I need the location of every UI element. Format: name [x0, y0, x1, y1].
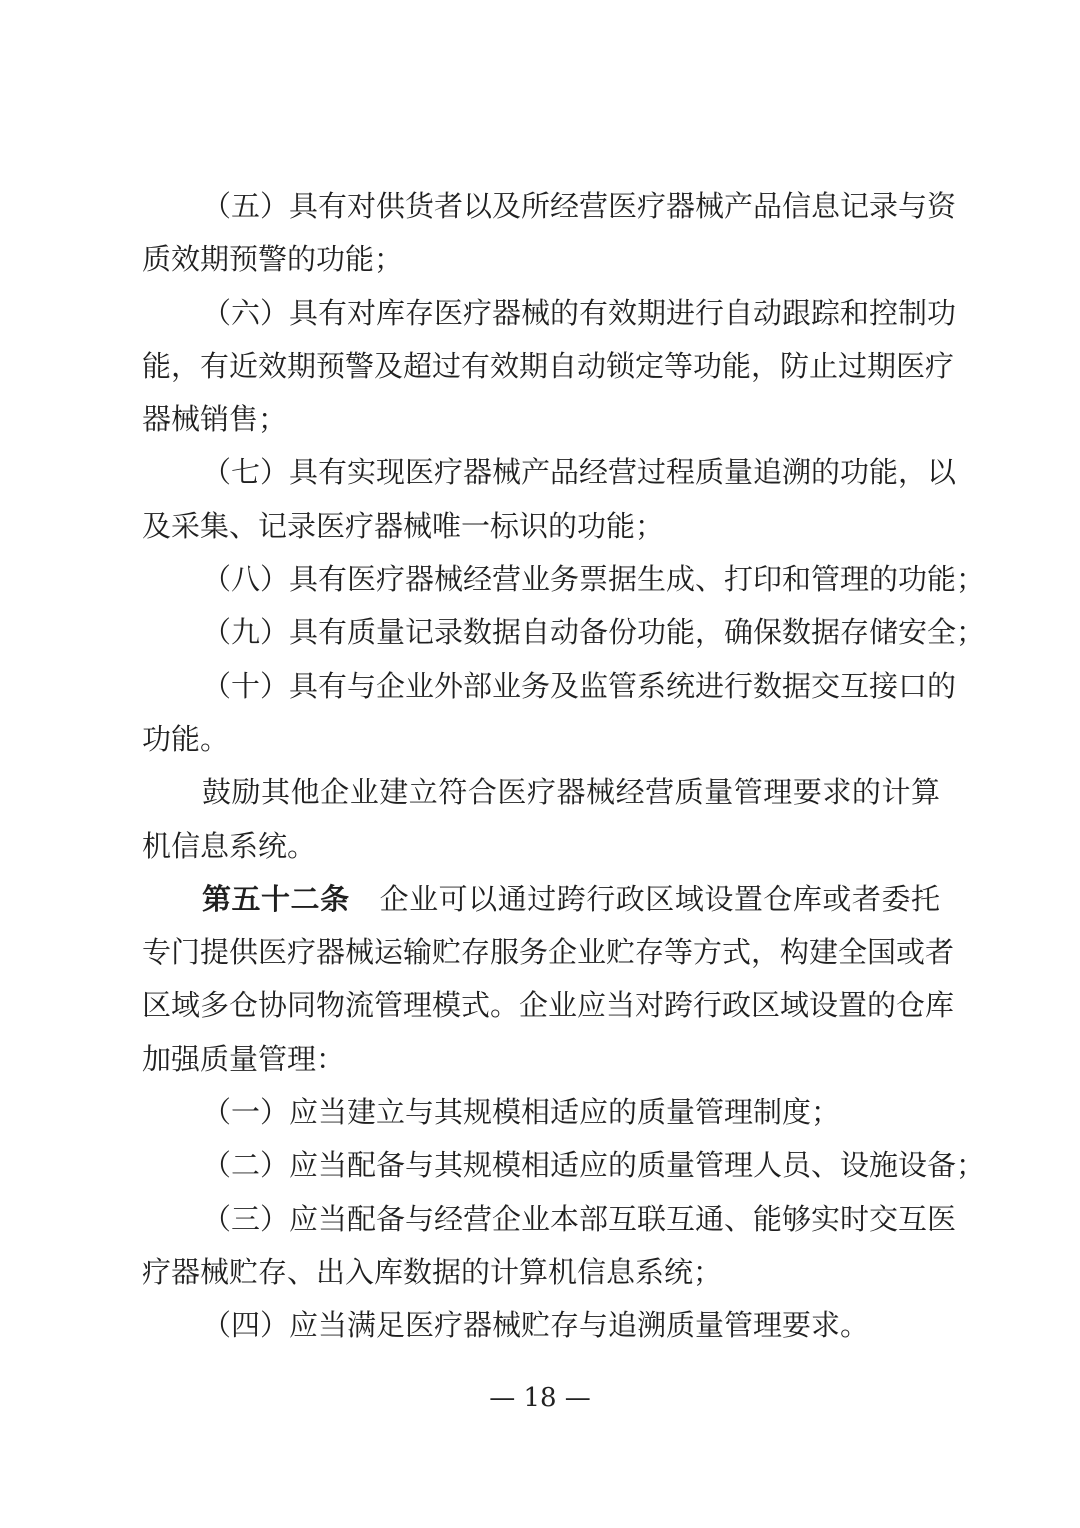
- paragraph-line: 器械销售；: [142, 402, 288, 437]
- paragraph-line: （七）具有实现医疗器械产品经营过程质量追溯的功能，以: [202, 455, 957, 490]
- paragraph-line: 及采集、记录医疗器械唯一标识的功能；: [142, 508, 665, 543]
- list-item: （一）应当建立与其规模相适应的质量管理制度；: [202, 1095, 841, 1130]
- paragraph-line: 质效期预警的功能；: [142, 242, 404, 277]
- paragraph-line: （十）具有与企业外部业务及监管系统进行数据交互接口的: [202, 668, 957, 703]
- paragraph-line: （五）具有对供货者以及所经营医疗器械产品信息记录与资: [202, 189, 957, 223]
- page-number: — 18 —: [489, 1383, 591, 1413]
- paragraph-line: 专门提供医疗器械运输贮存服务企业贮存等方式，构建全国或者: [142, 935, 955, 970]
- article-first-line-text: 企业可以通过跨行政区域设置仓库或者委托: [379, 881, 940, 916]
- paragraph-line: （六）具有对库存医疗器械的有效期进行自动跟踪和控制功: [202, 295, 957, 330]
- paragraph-line: 加强质量管理：: [142, 1041, 346, 1076]
- paragraph-line: （八）具有医疗器械经营业务票据生成、打印和管理的功能；: [202, 562, 986, 597]
- page-body: [142, 180, 986, 1353]
- list-item: （二）应当配备与其规模相适应的质量管理人员、设施设备；: [202, 1148, 986, 1183]
- paragraph-line: 鼓励其他企业建立符合医疗器械经营质量管理要求的计算: [202, 775, 940, 810]
- article-first-line: [142, 873, 940, 926]
- paragraph-line: （九）具有质量记录数据自动备份功能，确保数据存储安全；: [202, 615, 986, 650]
- paragraph-line: 功能。: [142, 721, 230, 756]
- list-item: （三）应当配备与经营企业本部互联互通、能够实时交互医: [202, 1201, 957, 1236]
- paragraph-line: 区域多仓协同物流管理模式。企业应当对跨行政区域设置的仓库: [142, 988, 955, 1023]
- paragraph-line: 疗器械贮存、出入库数据的计算机信息系统；: [142, 1254, 723, 1289]
- paragraph-line: 机信息系统。: [142, 828, 317, 863]
- paragraph-line: 能，有近效期预警及超过有效期自动锁定等功能，防止过期医疗: [142, 348, 955, 383]
- article-heading: 第五十二条: [202, 881, 350, 916]
- list-item: （四）应当满足医疗器械贮存与追溯质量管理要求。: [202, 1308, 870, 1343]
